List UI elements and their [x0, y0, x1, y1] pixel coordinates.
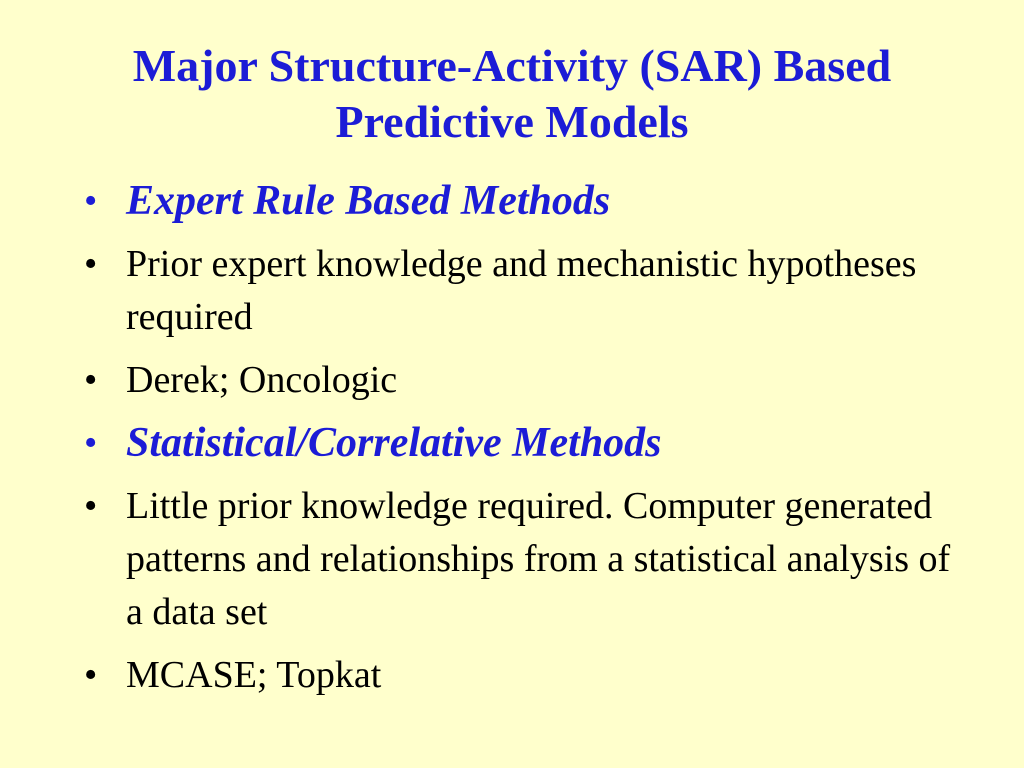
bullet-expert-rule-methods — [84, 175, 964, 228]
bullet-icon: • — [84, 485, 98, 527]
bullet-text: Little prior knowledge required. Computer generated patterns and relationships from a statistical analysis of a data set — [126, 485, 951, 633]
slide-title — [40, 38, 984, 150]
bullet-statistical-methods — [84, 417, 964, 470]
bullet-list — [84, 175, 964, 712]
bullet-text: Expert Rule Based Methods — [126, 178, 611, 224]
bullet-text: MCASE; Topkat — [126, 654, 382, 696]
bullet-icon: • — [84, 180, 98, 222]
bullet-prior-expert-knowledge — [84, 238, 964, 344]
slide-title-line-1: Major Structure-Activity (SAR) Based — [132, 40, 892, 91]
bullet-text: Prior expert knowledge and mechanistic hypotheses required — [126, 243, 917, 338]
bullet-text: Derek; Oncologic — [126, 359, 398, 401]
bullet-little-prior-knowledge — [84, 480, 964, 639]
bullet-icon: • — [84, 654, 98, 696]
bullet-icon: • — [84, 243, 98, 285]
bullet-mcase-topkat — [84, 649, 964, 702]
bullet-icon: • — [84, 359, 98, 401]
bullet-text: Statistical/Correlative Methods — [126, 420, 662, 466]
slide-title-line-2: Predictive Models — [335, 96, 689, 147]
bullet-derek-oncologic — [84, 354, 964, 407]
bullet-icon: • — [84, 422, 98, 464]
